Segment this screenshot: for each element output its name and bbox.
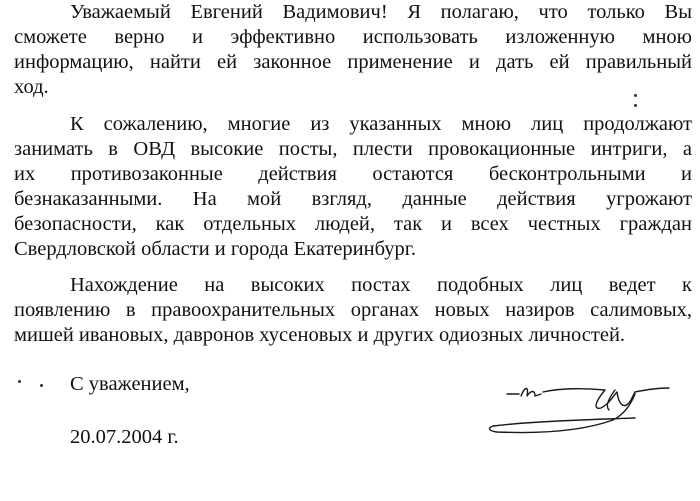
paragraph-line: К сожалению, многие из указанных мною лиц продолжают bbox=[70, 113, 692, 135]
paragraph-line: ход. bbox=[14, 76, 49, 98]
paragraph-line: появлению в правоохранительных органах новых назиров салимовых, bbox=[14, 299, 692, 321]
scan-speck bbox=[18, 380, 21, 383]
scan-speck bbox=[634, 94, 637, 97]
paragraph-line: безнаказанными. На мой взгляд, данные действия угрожают bbox=[14, 188, 692, 210]
paragraph-greeting bbox=[14, 0, 692, 100]
paragraph-line: безопасности, как отдельных людей, так и всех честных граждан bbox=[14, 213, 692, 235]
closing-salutation: С уважением, bbox=[70, 373, 190, 395]
paragraph-concern bbox=[14, 112, 692, 262]
signature-stroke bbox=[635, 388, 669, 392]
paragraph-line: Свердловской области и города Екатеринбург. bbox=[14, 238, 416, 260]
scan-speck bbox=[40, 384, 43, 387]
signature-stroke bbox=[543, 389, 635, 409]
paragraph-line: сможете верно и эффективно использовать изложенную мною bbox=[14, 26, 692, 48]
paragraph-line: информацию, найти ей законное применение и дать ей правильный bbox=[14, 51, 692, 73]
paragraph-consequence bbox=[14, 273, 692, 348]
paragraph-line: Нахождение на высоких постах подобных лиц ведет к bbox=[70, 274, 692, 296]
handwritten-signature bbox=[485, 372, 675, 442]
paragraph-line: занимать в ОВД высокие посты, плести провокационные интриги, а bbox=[14, 138, 692, 160]
signature-stroke bbox=[521, 389, 541, 397]
paragraph-line: их противозаконные действия остаются бесконтрольными и bbox=[14, 163, 692, 185]
scan-speck bbox=[634, 104, 637, 107]
paragraph-line: Уважаемый Евгений Вадимович! Я полагаю, что только Вы bbox=[70, 1, 692, 23]
paragraph-line: мишей ивановых, давронов хусеновых и других одиозных личностей. bbox=[14, 324, 626, 346]
letter-date: 20.07.2004 г. bbox=[70, 426, 179, 448]
signature-stroke bbox=[490, 394, 635, 433]
